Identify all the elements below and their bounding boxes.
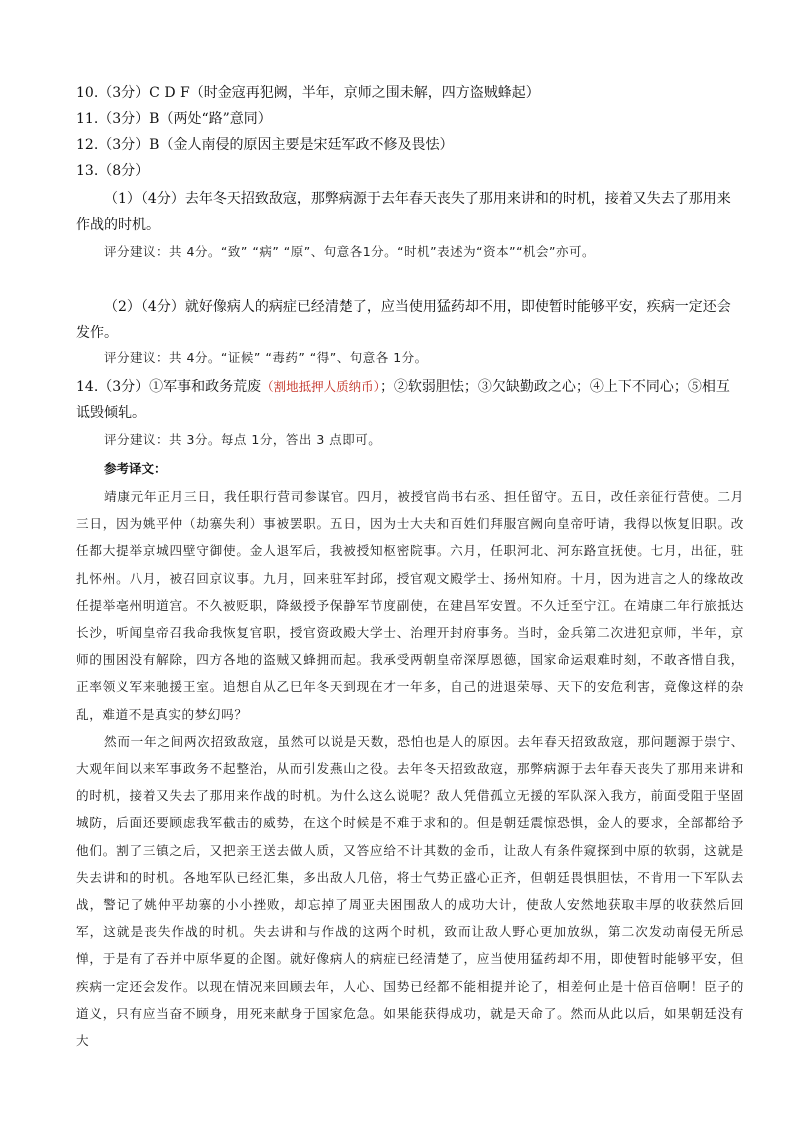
translation-paragraph-2: 然而一年之间两次招致敌寇，虽然可以说是天数，恐怕也是人的原因。去年春天招致敌寇，那问题源于崇宁、大观年间以来军事政务不起整治，从而引发燕山之役。去年冬天招致敌寇，那弊病源于去年春天丧失了那用来讲和的时机，接着又失去了那用来作战的时机。为什么这么说呢？敌人凭借孤立无援的军队深入我方，前面受阻于坚固城防，后面还要顾虑我军截击的威势，在这个时候是不难于求和的。但是朝廷震惊恐惧，金人的要求，全部都给予他们。割了三镇之后，又把亲王送去做人质，又答应给不计其数的金币，让敌人有条件窥探到中原的软弱，这就是失去讲和的时机。各地军队已经汇集，多出敌人几倍，将士气势正盛心正齐，但朝廷畏惧胆怯，不肯用一下军队去战，警记了姚仲平劫寨的小小挫败，却忘掉了周亚夫困围敌人的成功大计，使敌人安然地获取丰厚的收获然后回军，这就是丧失作战的时机。失去讲和与作战的这两个时机，致而让敌人野心更加放纵，第二次发动南侵无所忌惮，于是有了吞并中原华夏的企图。就好像病人的病症已经清楚了，应当使用猛药却不用，即使暂时能够平安，但疾病一定还会发作。以现在情况来回顾去年，人心、国势已经都不能相提并论了，相差何止是十倍百倍啊！臣子的道义，只有应当奋不顾身，用死来献身于国家危急。如果能获得成功，就是天命了。然而从此以后，如果朝廷没有大 — [76, 733, 744, 1049]
scoring-note-q13-part2: 评分建议：共 4分。“证候” “毒药” “得”、句意各 1分。 — [104, 350, 428, 365]
reference-translation — [76, 483, 744, 1054]
scoring-note-q13-part1: 评分建议：共 4分。“致” “病” “原”、句意各1分。“时机”表述为“资本”“机会”亦可。 — [104, 244, 596, 259]
answer-q10: 10.（3分）C D F（时金寇再犯阙，半年，京师之围未解，四方盗贼蜂起） — [76, 85, 540, 101]
answer-q14-red-note: （割地抵押人质纳币） — [261, 379, 380, 394]
answer-q13-heading: 13.（8分） — [76, 163, 150, 179]
answer-q14-text-a: 14.（3分）①军事和政务荒废 — [76, 379, 262, 395]
answer-q14-text-b: ；②软弱胆怯；③欠缺勤政之心；④上下不同心；⑤相互诋毁倾轧。 — [76, 379, 730, 421]
answer-q11: 11.（3分）B（两处“路”意同） — [76, 111, 272, 127]
scoring-note-q14: 评分建议：共 3分。每点 1分，答出 3 点即可。 — [104, 432, 382, 447]
reference-translation-title: 参考译文： — [104, 461, 167, 476]
translation-paragraph-1: 靖康元年正月三日，我任职行营司参谋官。四月，被授官尚书右丞、担任留守。五日，改任亲征行营使。二月三日，因为姚平仲（劫寨失利）事被罢职。五日，因为士大夫和百姓们拜服宫阙向皇帝吁请，我得以恢复旧职。改任都大提举京城四壁守御使。金人退军后，我被授知枢密院事。六月，任职河北、河东路宣抚使。七月，出征，驻扎怀州。八月，被召回京议事。九月，回来驻军封邱，授官观文殿学士、扬州知府。十月，因为进言之人的缘故改任提举亳州明道宫。不久被贬职，降級授予保静军节度副使，在建昌军安置。不久迁至宁江。在靖康二年行旅抵达长沙，听闻皇帝召我命我恢复官职，授官资政殿大学士、治理开封府事务。当时，金兵第二次进犯京师，半年，京师的围困没有解除，四方各地的盗贼又蜂拥而起。我承受两朝皇帝深厚恩德，国家命运艰难时刻，不敢吝惜自我，正率领义军来驰援王室。追想自从乙巳年冬天到现在才一年多，自己的进退荣辱、天下的安危利害，竟像这样的杂乱，难道不是真实的梦幻吗？ — [76, 489, 744, 722]
answer-q13-part2: （2）（4分）就好像病人的病症已经清楚了，应当使用猛药却不用，即使暂时能够平安，疾病一定还会发作。 — [76, 299, 731, 341]
answer-q12: 12.（3分）B（金人南侵的原因主要是宋廷军政不修及畏怯） — [76, 137, 454, 153]
answer-q14 — [76, 374, 736, 426]
answer-q13-part1: （1）（4分）去年冬天招致敌寇，那弊病源于去年春天丧失了那用来讲和的时机，接着又失去了那用来作战的时机。 — [76, 191, 731, 233]
